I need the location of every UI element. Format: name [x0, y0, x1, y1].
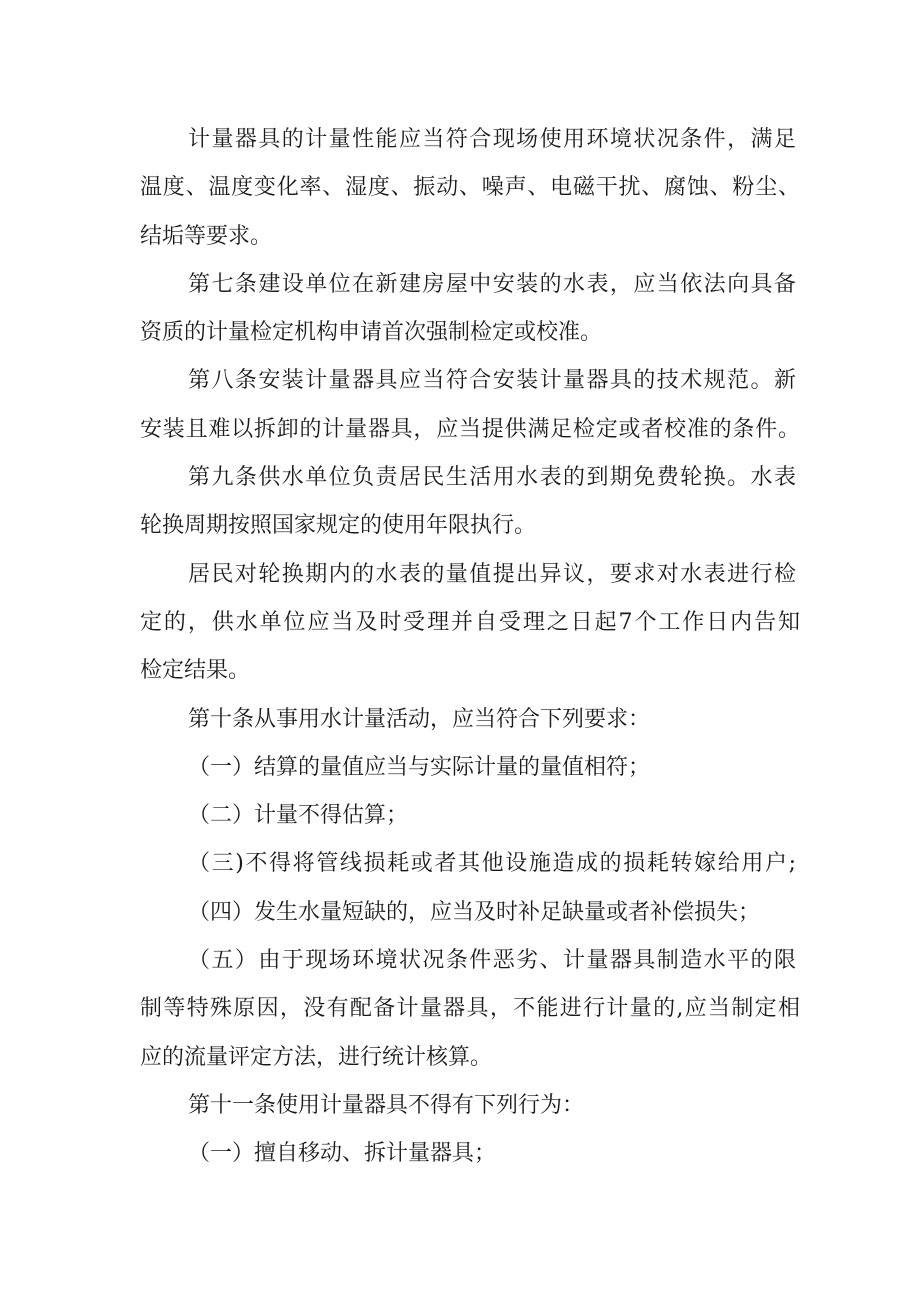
text-line-10: 居民对轮换期内的水表的量值提出异议，要求对水表进行检 — [188, 562, 796, 587]
text-line-16: （三)不得将管线损耗或者其他设施造成的损耗转嫁给用户; — [188, 851, 796, 876]
text-line-14: （一）结算的量值应当与实际计量的量值相符； — [188, 755, 651, 780]
text-line-20: 应的流量评定方法，进行统计核算。 — [140, 1045, 493, 1070]
text-line-5: 资质的计量检定机构申请首次强制检定或校准。 — [140, 320, 603, 345]
text-line-18: （五）由于现场环境状况条件恶劣、计量器具制造水平的限 — [188, 948, 796, 973]
text-line-17: （四）发生水量短缺的，应当及时补足缺量或者补偿损失； — [188, 900, 761, 925]
text-line-21: 第十一条使用计量器具不得有下列行为： — [188, 1093, 585, 1118]
text-line-15: （二）计量不得估算； — [188, 803, 409, 828]
text-line-2: 温度、温度变化率、湿度、振动、噪声、电磁干扰、腐蚀、粉尘、 — [140, 175, 800, 200]
text-line-4: 第七条建设单位在新建房屋中安装的水表，应当依法向具备 — [188, 272, 796, 297]
text-line-13: 第十条从事用水计量活动，应当符合下列要求： — [188, 707, 651, 732]
text-line-22: （一）擅自移动、拆计量器具； — [188, 1141, 497, 1166]
text-line-19: 制等特殊原因，没有配备计量器具，不能进行计量的,应当制定相 — [140, 996, 800, 1021]
text-line-3: 结垢等要求。 — [140, 224, 273, 249]
text-line-12: 检定结果。 — [140, 658, 251, 683]
text-line-9: 轮换周期按照国家规定的使用年限执行。 — [140, 513, 537, 538]
text-line-11: 定的，供水单位应当及时受理并自受理之日起7个工作日内告知 — [140, 610, 800, 635]
text-line-8: 第九条供水单位负责居民生活用水表的到期免费轮换。水表 — [188, 465, 796, 490]
text-line-6: 第八条安装计量器具应当符合安装计量器具的技术规范。新 — [188, 368, 796, 393]
text-line-7: 安装且难以拆卸的计量器具，应当提供满足检定或者校准的条件。 — [140, 417, 800, 442]
text-line-1: 计量器具的计量性能应当符合现场使用环境状况条件，满足 — [188, 127, 796, 152]
